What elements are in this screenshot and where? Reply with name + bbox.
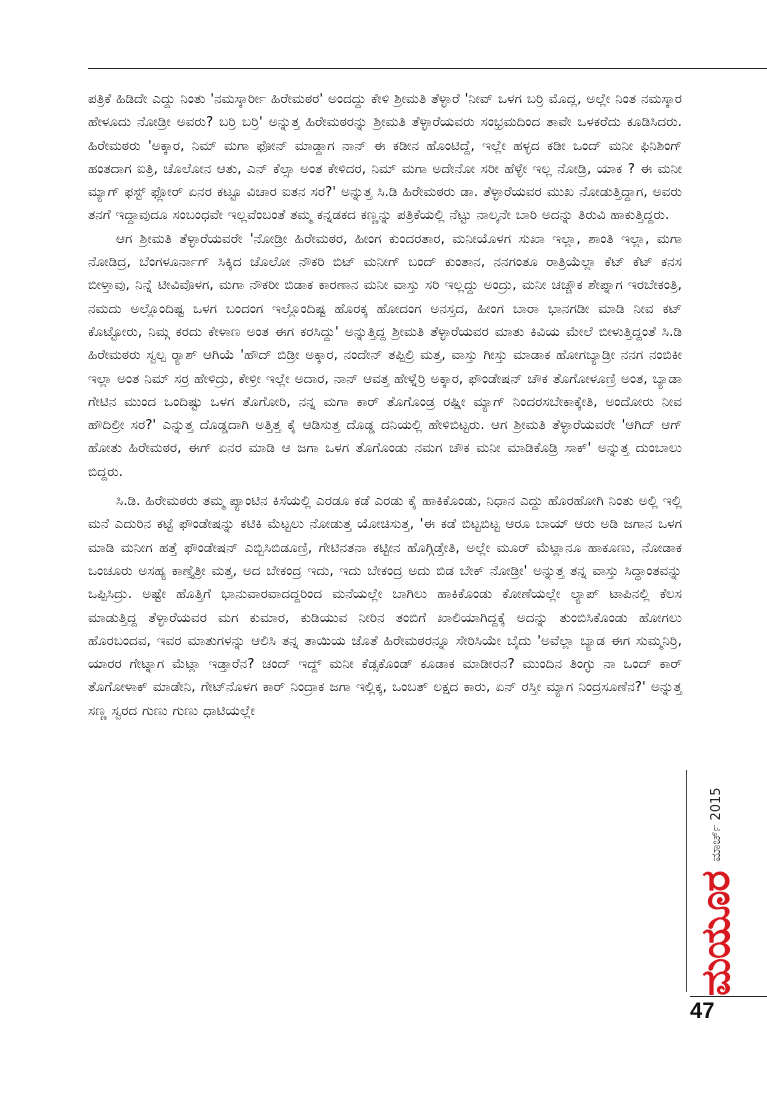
paragraph-1: ಪತ್ರಿಕೆ ಹಿಡಿದೇ ಎದ್ದು ನಿಂತು 'ನಮಸ್ಕಾರ್ರೀ ಹಿರೇಮಠರ' ಅಂದದ್ದು ಕೇಳಿ ಶ್ರೀಮತಿ ತೆಳ್ಳಾರೆ 'ನೀವ್ ಒಳಗ ಬರ್ರಿ ಮೊದ್ಲ, ಅಲ್ಲೇ ನಿಂತ ನಮಸ್ಕಾರ ಹೇಳೂದು ನೋಡ್ರೀ ಅವರು? ಬರ್ರಿ ಬರ್ರಿ' ಅನ್ನುತ್ತ ಹಿರೇಮಠರನ್ನು ಶ್ರೀಮತಿ ತೆಳ್ಳಾರೆಯವರು ಸಂಭ್ರಮದಿಂದ ತಾವೇ ಒಳಕರೆದು ಕೂಡಿಸಿದರು. ಹಿರೇಮಠರು 'ಅಕ್ಕಾರ, ನಿಮ್ ಮಗಾ ಫೋನ್ ಮಾಡ್ದಾಗ ನಾನ್ ಈ ಕಡೀನ ಹೊಂಟಿದ್ದೆ, ಇಲ್ಲೇ ಹಳ್ಳದ ಕಡೀ ಒಂದ್ ಮನೀ ಫಿನಿಶಿಂಗ್ ಹಂತದಾಗ ಐತ್ರಿ, ಚೊಲೋನ ಆತು, ಎನ್ ಕೆಲ್ಸಾ ಅಂತ ಕೇಳಿದರ, ನಿಮ್ ಮಗಾ ಅದೇನೋ ಸರೀ ಹೆಳ್ಳೇ ಇಲ್ಲ ನೋಡ್ರಿ, ಯಾಕ ? ಈ ಮನೀ ಮ್ಯಾಗ್ ಫಸ್ಟ್ ಫ್ಲೋರ್ ಏನರ ಕಟ್ಟೂ ವಿಚಾರ ಐತನ ಸರ?' ಅನ್ನುತ್ತ ಸಿ.ಡಿ ಹಿರೇಮಠರು ಡಾ. ತೆಳ್ಳಾರೆಯವರ ಮುಖ ನೋಡುತ್ತಿದ್ದಾಗ, ಅವರು ತನಗೆ ಇದ್ದಾವುದೂ ಸಂಬಂಧವೇ ಇಲ್ಲವೆಂಬಂತೆ ತಮ್ಮ ಕನ್ನಡಕದ ಕಣ್ಣನ್ನು ಪತ್ರಿಕೆಯಲ್ಲಿ ನೆಟ್ಟು ನಾಲ್ಕನೇ ಬಾರಿ ಅದನ್ನು ತಿರುವಿ ಹಾಕುತ್ತಿದ್ದರು. [88,91,682,224]
page-number-rule [690,996,767,997]
paragraph-2: ಆಗ ಶ್ರೀಮತಿ ತೆಳ್ಳಾರೆಯವರೇ 'ನೋಡ್ರೀ ಹಿರೇಮಠರ, ಹೀಂಗ ಕುಂದರತಾರ, ಮನೀಯೊಳಗ ಸುಖಾ ಇಲ್ಲಾ, ಶಾಂತಿ ಇಲ್ಲಾ, ಮಗಾ ನೋಡಿದ್ರ, ಬೆಂಗಳೂರ್ನಾಗ್ ಸಿಕ್ಕಿದ ಚೊಲೋ ನೌಕರಿ ಬಿಟ್ ಮನೀಗ್ ಬಂದ್ ಕುಂತಾನ, ನನಗಂತೂ ರಾತ್ರಿಯೆಲ್ಲಾ ಕೆಟ್ ಕೆಟ್ ಕನಸ ಬೀಳ್ತಾವು, ನಿನ್ನೆ ಟೀವಿವೊಳಗ, ಮಗಾ ನೌಕರೀ ಬಿಡಾಕ ಕಾರಣಾನ ಮನೀ ವಾಸ್ತು ಸರಿ ಇಲ್ಲದ್ದು ಅಂದ್ರು, ಮನೀ ಚಚ್ಚೌಕ ಶೇಪ್ನಾಗ ಇರಬೇಕಂತ್ರಿ, ನಮದು ಅಲ್ಲೊಂದಿಷ್ಟ ಒಳಗ ಬಂದಂಗ ಇಲ್ಲೊಂದಿಷ್ಟ ಹೊರಕ್ಕ ಹೋದಂಗ ಅನಸ್ತದ, ಹೀಂಗ ಬಾರಾ ಭಾನಗಡೀ ಮಾಡಿ ನೀವ ಕಟ್ ಕೊಟ್ಟೋರು, ನಿಮ್ಗ ಕರದು ಕೇಳಾಣ ಅಂತ ಈಗ ಕರಸಿದ್ದು' ಅನ್ನುತ್ತಿದ್ದ ಶ್ರೀಮತಿ ತೆಳ್ಳಾರೆಯವರ ಮಾತು ಕಿವಿಯ ಮೇಲೆ ಬೀಳುತ್ತಿದ್ದಂತೆ ಸಿ.ಡಿ ಹಿರೇಮಠರು ಸ್ವಲ್ಪ ರ‍್ಯಾಶ್ ಆಗಿಯೆ 'ಹೌದ್ ಬಿಡ್ರೀ ಅಕ್ಕಾರ, ನಂದೇನ್ ತಪ್ಪಿಲ್ರಿ ಮತ್ತ, ವಾಸ್ತು ಗೀಸ್ತು ಮಾಡಾಕ ಹೋಗಬ್ಯಾಡ್ರೀ ನನಗ ನಂಬಿಕೀ ಇಲ್ಲಾ ಅಂತ ನಿಮ್ ಸರ್ರ ಹೇಳಿದ್ರು, ಕೇಳ್ರೀ ಇಲ್ಲೇ ಅದಾರ, ನಾನ್ ಆವತ್ತ ಹೇಳ್ನೆರ್ರಿ ಅಕ್ಕಾರ, ಫೌಂಡೇಷನ್ ಚೌಕ ತೊಗೋಳೂಣ್ರಿ ಅಂತ, ಬ್ಯಾಡಾ ಗೇಟಿನ ಮುಂದ ಒಂದಿಷ್ಟು ಒಳಗ ತೊಗೋರಿ, ನನ್ನ ಮಗಾ ಕಾರ್ ತೊಗೊಂಡ್ರ ರಷ್ಷೀ ಮ್ಯಾಗ್ ನಿಂದರಸಬೇಕಾಕ್ಕೇತಿ, ಅಂದೋರು ನೀವ ಹೌದಿಲ್ರೀ ಸರ?' ಎನ್ನುತ್ತ ದೊಡ್ಡದಾಗಿ ಅತ್ತಿತ್ತ ಕೈ ಆಡಿಸುತ್ತ ದೊಡ್ಡ ದನಿಯಲ್ಲಿ ಹೇಳಿಬಿಟ್ಟರು. ಆಗ ಶ್ರೀಮತಿ ತೆಳ್ಳಾರೆಯವರೇ 'ಆಗಿದ್ ಆಗ್ ಹೋತು ಹಿರೇಮಠರ, ಈಗ್ ಏನರ ಮಾಡಿ ಆ ಜಗಾ ಒಳಗ ತೊಗೊಂಡು ನಮಗ ಚೌಕ ಮನೀ ಮಾಡಿಕೊಡ್ರಿ ಸಾಕ್' ಅನ್ನುತ್ತ ದುಂಬಾಲು ಬಿದ್ದರು. [88,230,682,480]
magazine-masthead [688,787,744,996]
top-divider [88,68,767,69]
page-number: 47 [690,998,715,1023]
magazine-logo: ಮಯೂರ [693,871,739,996]
margin-divider [686,770,687,992]
paragraph-3: ಸಿ.ಡಿ. ಹಿರೇಮಠರು ತಮ್ಮ ಪ್ಯಾಂಟಿನ ಕಿಸೆಯಲ್ಲಿ ಎರಡೂ ಕಡೆ ಎರಡು ಕೈ ಹಾಕಿಕೊಂಡು, ನಿಧಾನ ಎದ್ದು ಹೊರಹೋಗಿ ನಿಂತು ಅಲ್ಲಿ ಇಲ್ಲಿ ಮನೆ ಎದುರಿನ ಕಟ್ಟೆ ಫೌಂಡೇಷನ್ನು ಕಟಿಕಿ ಮೆಟ್ಟಲು ನೋಡುತ್ತ ಯೋಚಿಸುತ್ತ, 'ಈ ಕಡೆ ಬಿಟ್ಟಬಿಟ್ಟ ಆರೂ ಬಾಯ್ ಆರು ಅಡಿ ಜಗಾನ ಒಳಗ ಮಾಡಿ ಮನೀಗ ಹತ್ತೆ ಫೌಂಡೇಷನ್ ಎಬ್ಬಿಸಿಬಿಡೂಣ್ರಿ, ಗೇಟಿನತನಾ ಕಟ್ಟೀನ ಹೊಗ್ಗಿಡ್ತೇತಿ, ಅಲ್ಲೇ ಮೂರ್ ಮೆಟ್ಲಾನೂ ಹಾಕೂಣು, ನೋಡಾಕ ಒಂಚೂರು ಅಸಹ್ಯ ಕಾಣ್ತೈತ್ರೀ ಮತ್ತ, ಅದ ಬೇಕಂದ್ರ ಇದು, ಇದು ಬೇಕಂದ್ರ ಅದು ಬಿಡ ಬೇಕ್ ನೋಡ್ರೀ' ಅನ್ನುತ್ತ ತನ್ನ ವಾಸ್ತು ಸಿದ್ಧಾಂತವನ್ನು ಒಪ್ಪಿಸಿದ್ರು. ಅಷ್ಟೇ ಹೊತ್ತಿಗೆ ಭಾನುವಾರವಾದದ್ದರಿಂದ ಮನೆಯಲ್ಲೇ ಬಾಗಿಲು ಹಾಕಿಕೊಂಡು ಕೋಣೆಯಲ್ಲೇ ಲ್ಯಾಪ್ ಟಾಪಿನಲ್ಲಿ ಕೆಲಸ ಮಾಡುತ್ತಿದ್ದ ತೆಳ್ಳಾರೆಯವರ ಮಗ ಕುಮಾರ, ಕುಡಿಯುವ ನೀರಿನ ತಂಬಿಗೆ ಖಾಲಿಯಾಗಿದ್ದಕ್ಕೆ ಅದನ್ನು ತುಂಬಿಸಿಕೊಂಡು ಹೋಗಲು ಹೊರಬಂದವ, ಇವರ ಮಾತುಗಳನ್ನು ಆಲಿಸಿ ತನ್ನ ತಾಯಿಯ ಜೊತೆ ಹಿರೇಮಠರನ್ನೂ ಸೇರಿಸಿಯೇ ಬೈದು 'ಅವೆಲ್ಲಾ ಬ್ಯಾಡ ಈಗ ಸುಮ್ಮನಿರ್ರಿ, ಯಾರರ ಗೇಟ್ನಾಗ ಮೆಟ್ಲಾ ಇಡ್ತಾರೆನ? ಚಂದ್ ಇದ್ದ್ ಮನೀ ಕೆಡ್ಸಕೊಂಡ್ ಕೂಡಾಕ ಮಾಡೀರನ? ಮುಂದಿನ ತಿಂಗ್ಳು ನಾ ಒಂದ್ ಕಾರ್ ತೊಗೋಳಾಕ್ ಮಾಡೇನಿ, ಗೇಟ್‌ನೊಳಗ ಕಾರ್ ನಿಂದ್ರಾಕ ಜಗಾ ಇಲ್ಲಿಕ್ಕ, ಒಂಬತ್ ಲಕ್ಷದ ಕಾರು, ಏನ್ ರಸ್ತೀ ಮ್ಯಾಗ ನಿಂದ್ರಸೂಣೆನ?' ಅನ್ನುತ್ತ ಸಣ್ಣ ಸ್ವರದ ಗುಣು ಗುಣು ಧಾಟಿಯಲ್ಲೇ [88,493,682,719]
article-body [88,88,682,723]
issue-date: ಮಾರ್ಚ್ 2015 [708,787,724,862]
